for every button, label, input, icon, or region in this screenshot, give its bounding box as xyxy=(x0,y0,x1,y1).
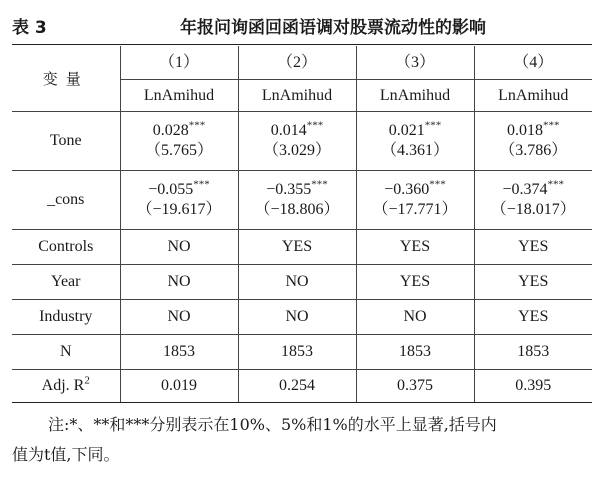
coef-cell xyxy=(120,171,238,230)
coefficient: 0.028 xyxy=(152,122,189,139)
coefficient: 0.018 xyxy=(507,122,543,139)
row-label: Industry xyxy=(12,300,120,335)
t-statistic: （5.765） xyxy=(144,142,213,159)
superscript: 2 xyxy=(84,374,90,387)
dependent-variable: LnAmihud xyxy=(120,80,238,112)
coefficient: 0.021 xyxy=(388,122,425,139)
dependent-variable: LnAmihud xyxy=(474,80,592,112)
table-row-cons xyxy=(12,171,592,230)
coefficient: 0.014 xyxy=(270,122,307,139)
table-row-n xyxy=(12,335,592,370)
table-cell: NO xyxy=(238,300,356,335)
table-row-controls xyxy=(12,230,592,265)
significance-stars: *** xyxy=(424,119,442,132)
table-cell: 1853 xyxy=(120,335,238,370)
table-label: 表 3 xyxy=(12,18,47,38)
row-label: N xyxy=(12,335,120,370)
header-row-model-numbers xyxy=(12,46,592,80)
table-cell: NO xyxy=(238,265,356,300)
table-cell: NO xyxy=(120,230,238,265)
coef-cell xyxy=(356,171,474,230)
row-label: Year xyxy=(12,265,120,300)
row-label: Tone xyxy=(12,112,120,171)
table-caption: 年报问询函回函语调对股票流动性的影响 xyxy=(180,18,486,38)
dependent-variable: LnAmihud xyxy=(356,80,474,112)
table-cell: 0.395 xyxy=(474,370,592,403)
table-cell: YES xyxy=(356,230,474,265)
table-cell: 0.019 xyxy=(120,370,238,403)
t-statistic: （−17.771） xyxy=(372,201,458,218)
significance-stars: *** xyxy=(543,119,560,132)
table-row-industry xyxy=(12,300,592,335)
note-line: 注:*、**和***分别表示在10%、5%和1%的水平上显著,括号内 xyxy=(48,415,497,434)
table-cell: NO xyxy=(120,300,238,335)
top-rule xyxy=(12,44,592,45)
coefficient: −0.355 xyxy=(266,181,312,198)
coefficient: −0.360 xyxy=(384,181,430,198)
bottom-rule xyxy=(12,402,592,403)
significance-stars: *** xyxy=(188,119,206,132)
dependent-variable: LnAmihud xyxy=(238,80,356,112)
table-cell: YES xyxy=(356,265,474,300)
coefficient: −0.055 xyxy=(148,181,194,198)
coef-cell xyxy=(120,112,238,171)
row-label: Controls xyxy=(12,230,120,265)
t-statistic: （−18.017） xyxy=(490,201,576,218)
regression-table xyxy=(12,46,592,402)
coefficient: −0.374 xyxy=(502,181,548,198)
table-cell: YES xyxy=(474,265,592,300)
row-label: _cons xyxy=(12,171,120,230)
table-cell: YES xyxy=(474,230,592,265)
significance-stars: *** xyxy=(306,119,324,132)
coef-cell xyxy=(238,171,356,230)
table-row-year xyxy=(12,265,592,300)
row-label-text: Adj. R xyxy=(41,377,85,394)
table-note xyxy=(12,410,596,470)
table-cell: 0.254 xyxy=(238,370,356,403)
model-number: （2） xyxy=(238,46,356,80)
significance-stars: *** xyxy=(311,178,328,191)
model-number: （3） xyxy=(356,46,474,80)
t-statistic: （−19.617） xyxy=(136,201,222,218)
table-cell: YES xyxy=(238,230,356,265)
t-statistic: （4.361） xyxy=(380,142,449,159)
table-cell: NO xyxy=(356,300,474,335)
t-statistic: （3.786） xyxy=(499,142,568,159)
coef-cell xyxy=(474,112,592,171)
table-title xyxy=(12,12,592,38)
note-line: 值为t值,下同。 xyxy=(12,445,120,464)
coef-cell xyxy=(238,112,356,171)
table-cell: 1853 xyxy=(474,335,592,370)
significance-stars: *** xyxy=(193,178,210,191)
coef-cell xyxy=(474,171,592,230)
coef-cell xyxy=(356,112,474,171)
table-cell: NO xyxy=(120,265,238,300)
t-statistic: （3.029） xyxy=(262,142,331,159)
table-row-tone xyxy=(12,112,592,171)
significance-stars: *** xyxy=(429,178,446,191)
row-label xyxy=(12,370,120,403)
t-statistic: （−18.806） xyxy=(254,201,340,218)
variable-header: 变量 xyxy=(12,46,120,112)
model-number: （1） xyxy=(120,46,238,80)
table-cell: YES xyxy=(474,300,592,335)
table-cell: 0.375 xyxy=(356,370,474,403)
table-cell: 1853 xyxy=(238,335,356,370)
model-number: （4） xyxy=(474,46,592,80)
table-cell: 1853 xyxy=(356,335,474,370)
significance-stars: *** xyxy=(547,178,565,191)
table-row-adj-r2 xyxy=(12,370,592,403)
